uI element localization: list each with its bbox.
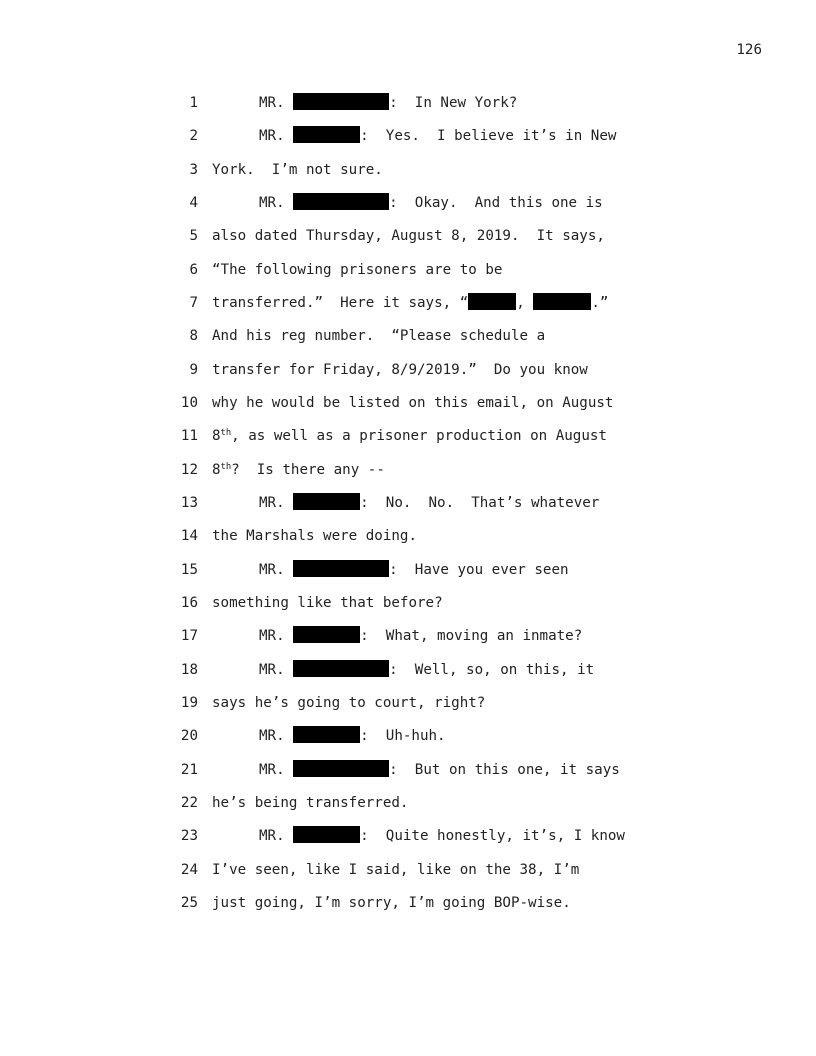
line-number: 7 [189, 295, 198, 311]
redaction-block [293, 193, 389, 210]
line-number: 10 [180, 395, 198, 411]
line-number: 2 [189, 128, 198, 144]
line-text: “The following prisoners are to be [212, 262, 503, 278]
line-number: 6 [189, 262, 198, 278]
line-number: 17 [180, 628, 198, 644]
page-number: 126 [736, 42, 762, 58]
line-text: York. I’m not sure. [212, 162, 383, 178]
line-text: something like that before? [212, 595, 443, 611]
speaker-label: MR. [259, 628, 285, 644]
speaker-label: MR. [259, 662, 285, 678]
line-text: he’s being transferred. [212, 795, 409, 811]
redaction-block [533, 293, 591, 310]
redaction-block [293, 826, 360, 843]
line-text: transfer for Friday, 8/9/2019.” Do you know [212, 362, 588, 378]
line-text: transferred.” Here it says, “ [212, 295, 469, 311]
line-text: Uh-huh. [368, 728, 446, 744]
line-number: 22 [180, 795, 198, 811]
line-text: Well, so, on this, it [397, 662, 595, 678]
line-number: 9 [189, 362, 198, 378]
speaker-label: MR. [259, 728, 285, 744]
line-number: 5 [189, 228, 198, 244]
line-text: , as well as a prisoner production on August [231, 428, 607, 444]
speaker-label: MR. [259, 762, 285, 778]
line-number: 15 [180, 562, 198, 578]
line-number: 25 [180, 895, 198, 911]
line-text: Yes. I believe it’s in New [368, 128, 617, 144]
line-text: Quite honestly, it’s, I know [368, 828, 625, 844]
speaker-label: MR. [259, 95, 285, 111]
line-number: 19 [180, 695, 198, 711]
line-text: ? Is there any -- [231, 462, 385, 478]
speaker-label: MR. [259, 828, 285, 844]
redaction-block [293, 660, 389, 677]
speaker-label: MR. [259, 128, 285, 144]
redaction-block [293, 760, 389, 777]
line-number: 13 [180, 495, 198, 511]
redaction-block [293, 726, 360, 743]
line-text: And his reg number. “Please schedule a [212, 328, 546, 344]
redaction-block [293, 93, 389, 110]
line-text: I’ve seen, like I said, like on the 38, I’m [212, 862, 580, 878]
line-number: 4 [189, 195, 198, 211]
line-text: why he would be listed on this email, on August [212, 395, 614, 411]
line-number: 16 [180, 595, 198, 611]
redaction-block [293, 626, 360, 643]
line-number: 20 [180, 728, 198, 744]
line-number: 14 [180, 528, 198, 544]
line-text: also dated Thursday, August 8, 2019. It says, [212, 228, 605, 244]
line-number: 21 [180, 762, 198, 778]
line-number: 11 [180, 428, 198, 444]
line-text: But on this one, it says [397, 762, 620, 778]
redaction-block [293, 560, 389, 577]
line-number: 8 [189, 328, 198, 344]
line-text: What, moving an inmate? [368, 628, 583, 644]
line-number: 18 [180, 662, 198, 678]
redaction-block [468, 293, 516, 310]
line-number: 23 [180, 828, 198, 844]
redaction-block [293, 126, 360, 143]
speaker-label: MR. [259, 195, 285, 211]
line-number: 12 [180, 462, 198, 478]
line-number: 3 [189, 162, 198, 178]
line-text: Okay. And this one is [397, 195, 603, 211]
line-text: No. No. That’s whatever [368, 495, 600, 511]
speaker-label: MR. [259, 495, 285, 511]
line-number: 24 [180, 862, 198, 878]
line-text: says he’s going to court, right? [212, 695, 486, 711]
redaction-block [293, 493, 360, 510]
line-number: 1 [189, 95, 198, 111]
line-text: just going, I’m sorry, I’m going BOP-wise. [212, 895, 571, 911]
line-text: the Marshals were doing. [212, 528, 417, 544]
line-text: Have you ever seen [397, 562, 569, 578]
line-text: In New York? [397, 95, 518, 111]
speaker-label: MR. [259, 562, 285, 578]
